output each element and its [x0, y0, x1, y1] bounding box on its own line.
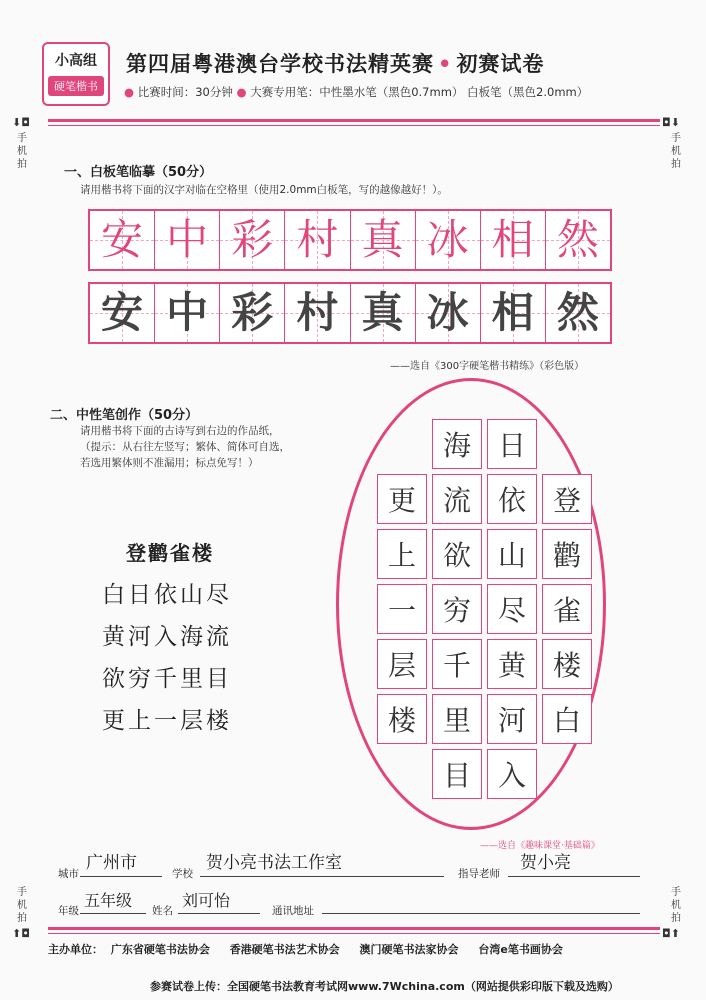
writing-cell[interactable]: 白: [542, 694, 592, 744]
grid-cell: [90, 211, 155, 269]
section1-instruction: 请用楷书将下面的汉字对临在空格里（使用2.0mm白板笔，写的越像越好！）。: [80, 184, 448, 196]
header-rule-thin: [48, 125, 660, 126]
writing-cell[interactable]: 欲: [432, 529, 482, 579]
sponsor-item: 台湾e笔书画协会: [478, 943, 563, 956]
grid-cell[interactable]: [155, 284, 220, 342]
city-line: [80, 876, 162, 877]
section2-heading: 二、中性笔创作（50分）: [50, 408, 199, 423]
writing-cell[interactable]: 入: [487, 749, 537, 799]
grid-cell: [546, 211, 610, 269]
city-value[interactable]: 广州市: [86, 853, 137, 873]
writing-cell[interactable]: 层: [377, 639, 427, 689]
writing-cell[interactable]: 里: [432, 694, 482, 744]
grid-cell: [155, 211, 220, 269]
address-line: [322, 913, 640, 914]
model-grid: [88, 209, 612, 271]
camera-icon: ⬆◘: [12, 927, 30, 940]
bullet-icon: ●: [124, 85, 135, 99]
grid-cell[interactable]: [285, 284, 350, 342]
exam-time: 比赛时间：30分钟: [137, 85, 233, 99]
grid-cell: [351, 211, 416, 269]
section2-source: ——选自《趣味课堂·基础篇》: [480, 841, 600, 851]
title-main: 第四届粤港澳台学校书法精英赛: [126, 52, 434, 76]
instruction-line: 若选用繁体则不准漏用；标点免写！）: [80, 457, 259, 469]
poem-line: 更上一层楼: [102, 708, 232, 734]
grid-char: 村: [296, 215, 339, 264]
camera-icon: ⬇◘: [12, 116, 30, 129]
writing-cell[interactable]: 山: [487, 529, 537, 579]
side-label-right-bottom: 手 机 拍: [671, 887, 681, 924]
section2-instruction: [80, 423, 290, 471]
grid-cell[interactable]: [220, 284, 285, 342]
writing-cell[interactable]: 尽: [487, 584, 537, 634]
grid-char: 彩: [231, 215, 274, 264]
grid-char: 安: [101, 215, 144, 264]
sponsor-item: 澳门硬笔书法家协会: [359, 943, 459, 956]
side-label-right-top: 手 机 拍: [671, 133, 681, 170]
title-dot: •: [438, 52, 453, 76]
school-value[interactable]: 贺小亮书法工作室: [206, 853, 342, 873]
teacher-value[interactable]: 贺小亮: [520, 853, 571, 873]
grid-cell: [481, 211, 546, 269]
exam-pens: 大赛专用笔：中性墨水笔（黑色0.7mm） 白板笔（黑色2.0mm）: [250, 85, 589, 99]
camera-icon: ◘⬇: [662, 116, 680, 129]
poem-title: 登鹳雀楼: [126, 541, 214, 565]
writing-cell[interactable]: 千: [432, 639, 482, 689]
grid-cell: [416, 211, 481, 269]
writing-cell[interactable]: 一: [377, 584, 427, 634]
writing-cell[interactable]: 海: [432, 419, 482, 469]
bullet-icon: ●: [236, 85, 247, 99]
group-badge: [42, 42, 110, 106]
instruction-line: 请用楷书将下面的古诗写到右边的作品纸，: [80, 425, 280, 437]
address-label: 通讯地址: [272, 905, 314, 917]
group-name: 小高组: [55, 53, 97, 69]
exam-info: [124, 84, 588, 100]
section1-heading: 一、白板笔临摹（50分）: [64, 165, 213, 180]
sponsors-lead: 主办单位：: [48, 943, 103, 956]
footer-rule: [48, 927, 660, 930]
writing-cell[interactable]: 更: [377, 474, 427, 524]
writing-cell[interactable]: 鹳: [542, 529, 592, 579]
instruction-line: （提示：从右往左竖写；繁体、简体可自选，: [80, 441, 290, 453]
writing-cell[interactable]: 登: [542, 474, 592, 524]
section1-source: ——选自《300字硬笔楷书精练》（彩色版）: [390, 361, 585, 372]
grid-char: 彩: [231, 288, 274, 337]
grid-char: 然: [556, 288, 599, 337]
grid-cell[interactable]: [481, 284, 546, 342]
school-label: 学校: [172, 868, 193, 880]
poem-line: 白日依山尽: [102, 582, 232, 608]
grid-char: 中: [166, 288, 209, 337]
writing-cell[interactable]: 依: [487, 474, 537, 524]
grid-char: 中: [166, 215, 209, 264]
school-line: [200, 876, 444, 877]
grid-char: 真: [361, 215, 404, 264]
writing-cell[interactable]: 目: [432, 749, 482, 799]
writing-cell[interactable]: 上: [377, 529, 427, 579]
group-sub: 硬笔楷书: [48, 76, 104, 96]
writing-cell[interactable]: 河: [487, 694, 537, 744]
teacher-label: 指导老师: [458, 868, 500, 880]
writing-cell[interactable]: 日: [487, 419, 537, 469]
grid-cell: [285, 211, 350, 269]
grade-label: 年级: [58, 905, 79, 917]
header-rule: [48, 119, 660, 122]
writing-cell[interactable]: 楼: [377, 694, 427, 744]
sponsor-item: 香港硬笔书法艺术协会: [229, 943, 340, 956]
grid-cell: [220, 211, 285, 269]
name-label: 姓名: [152, 905, 173, 917]
grid-cell[interactable]: [351, 284, 416, 342]
writing-cell[interactable]: 楼: [542, 639, 592, 689]
teacher-line: [508, 876, 640, 877]
grid-char: 村: [296, 288, 339, 337]
poem-line: 欲穷千里目: [102, 666, 232, 692]
grid-char: 相: [491, 288, 534, 337]
grid-char: 真: [361, 288, 404, 337]
grid-cell[interactable]: [416, 284, 481, 342]
writing-cell[interactable]: 雀: [542, 584, 592, 634]
grid-char: 冰: [426, 215, 469, 264]
title-tail: 初赛试卷: [456, 52, 545, 76]
name-value[interactable]: 刘可怡: [182, 891, 231, 910]
writing-cell[interactable]: 穷: [432, 584, 482, 634]
grid-cell[interactable]: [546, 284, 610, 342]
grid-cell[interactable]: [90, 284, 155, 342]
grade-line: [80, 913, 146, 914]
grid-char: 冰: [426, 288, 469, 337]
copy-grid[interactable]: [88, 282, 612, 344]
name-line: [178, 913, 260, 914]
footer-upload-note: 参赛试卷上传：全国硬笔书法教育考试网www.7Wchina.com（网站提供彩印版下载及选购）: [150, 980, 619, 993]
sponsors: [48, 941, 579, 957]
writing-cell[interactable]: 流: [432, 474, 482, 524]
writing-cell[interactable]: 黄: [487, 639, 537, 689]
grid-char: 安: [101, 288, 144, 337]
camera-icon: ◘⬆: [662, 927, 680, 940]
city-label: 城市: [58, 868, 79, 880]
grid-char: 然: [556, 215, 599, 264]
sponsor-item: 广东省硬笔书法协会: [110, 943, 210, 956]
poem-line: 黄河入海流: [102, 624, 232, 650]
grade-value[interactable]: 五年级: [84, 891, 133, 910]
side-label-left-bottom: 手 机 拍: [17, 887, 27, 924]
side-label-left-top: 手 机 拍: [17, 133, 27, 170]
grid-char: 相: [491, 215, 534, 264]
footer-rule-thin: [48, 933, 660, 934]
page-title: [126, 48, 544, 78]
